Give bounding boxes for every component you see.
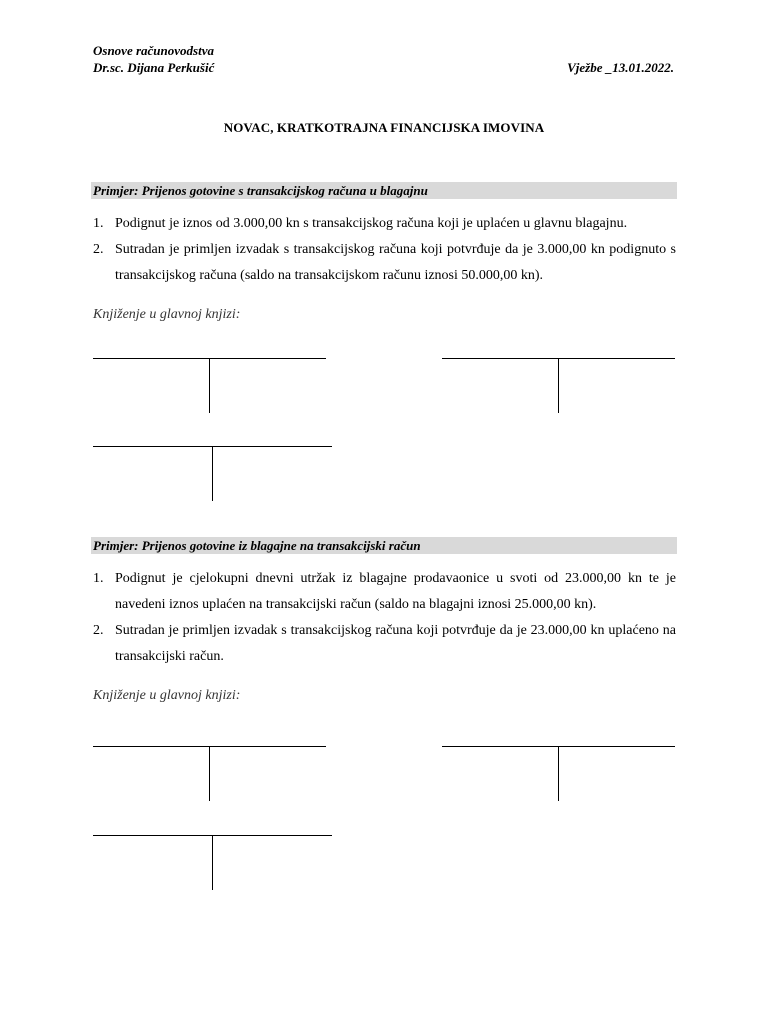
- list-item-number: 1.: [93, 571, 104, 586]
- t-account-divider: [209, 358, 210, 413]
- list-item-number: 2.: [93, 242, 104, 257]
- document-title: NOVAC, KRATKOTRAJNA FINANCIJSKA IMOVINA: [223, 120, 545, 135]
- list-item-text: Sutradan je primljen izvadak s transakcijskog računa koji potvrđuje da je 3.000,00 kn podignuto s transakcijskog računa (saldo na transakcijskom računu iznosi 50.000,00 kn).: [115, 242, 676, 283]
- list-item-number: 1.: [93, 216, 104, 231]
- list-item: [93, 211, 676, 237]
- t-account-divider: [558, 358, 559, 413]
- author-name: Dr.sc. Dijana Perkušić: [93, 60, 215, 75]
- session-date: Vježbe _13.01.2022.: [567, 60, 674, 75]
- list-item-text: Sutradan je primljen izvadak s transakcijskog računa koji potvrđuje da je 23.000,00 kn uplaćeno na transakcijski račun.: [115, 623, 676, 664]
- list-item: [93, 566, 676, 618]
- t-account-divider: [212, 835, 213, 890]
- ledger-label: Knjiženje u glavnoj knjizi:: [93, 688, 241, 703]
- list-item-text: Podignut je iznos od 3.000,00 kn s transakcijskog računa koji je uplaćen u glavnu blagajnu.: [115, 216, 628, 231]
- list-item: [93, 618, 676, 670]
- t-account-divider: [558, 746, 559, 801]
- list-item-number: 2.: [93, 623, 104, 638]
- example-heading: Primjer: Prijenos gotovine s transakcijskog računa u blagajnu: [91, 182, 677, 199]
- t-account-divider: [209, 746, 210, 801]
- list-item: [93, 237, 676, 289]
- t-account-divider: [212, 446, 213, 501]
- list-item-text: Podignut je cjelokupni dnevni utržak iz blagajne prodavaonice u svoti od 23.000,00 kn te je navedeni iznos uplaćen na transakcijski račun (saldo na blagajni iznosi 25.000,00 kn).: [115, 571, 676, 612]
- ledger-label: Knjiženje u glavnoj knjizi:: [93, 307, 241, 322]
- example-heading: Primjer: Prijenos gotovine iz blagajne na transakcijski račun: [91, 537, 677, 554]
- course-name: Osnove računovodstva: [93, 43, 214, 58]
